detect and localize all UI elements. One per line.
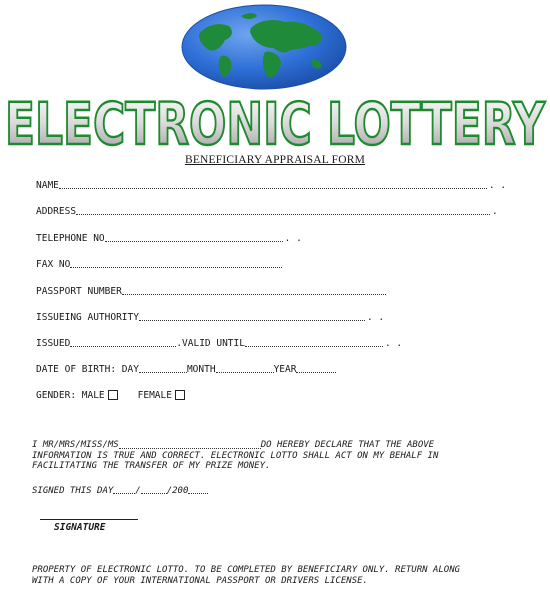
form-subtitle: BENEFICIARY APPRAISAL FORM (184, 154, 366, 166)
signed-label: SIGNED THIS DAY (32, 486, 114, 496)
valid-until-label: .VALID UNTIL (176, 338, 245, 349)
address-field[interactable]: ADDRESS . (36, 206, 498, 217)
signed-date: SIGNED THIS DAY / /200 (32, 486, 208, 496)
globe-logo (181, 4, 347, 90)
fax-label: FAX NO (36, 259, 71, 270)
dob-year-line[interactable] (296, 363, 336, 373)
svg-text:ELECTRONIC LOTTERY: ELECTRONIC LOTTERY (5, 90, 546, 158)
name-line[interactable] (59, 179, 487, 189)
gender-label: GENDER: MALE (36, 390, 105, 401)
dob-day-line[interactable] (139, 363, 187, 373)
gender-field (36, 387, 185, 401)
declaration-prefix: I MR/MRS/MISS/MS (32, 440, 119, 450)
footer-line2: WITH A COPY OF YOUR INTERNATIONAL PASSPORT OR DRIVERS LICENSE. (32, 576, 368, 586)
signature-label: SIGNATURE (54, 522, 106, 533)
passport-label: PASSPORT NUMBER (36, 286, 122, 297)
lottery-title (0, 86, 550, 158)
declaration-line2: INFORMATION IS TRUE AND CORRECT. ELECTRONIC LOTTO SHALL ACT ON MY BEHALF IN (32, 450, 439, 461)
male-checkbox[interactable] (108, 390, 118, 400)
dob-label: DATE OF BIRTH: DAY (36, 364, 139, 375)
female-checkbox[interactable] (175, 390, 185, 400)
month-label: MONTH (186, 364, 216, 375)
declaration (32, 440, 522, 472)
footer-line1: PROPERTY OF ELECTRONIC LOTTO. TO BE COMPLETED BY BENEFICIARY ONLY. RETURN ALONG (32, 565, 461, 575)
issued-line[interactable] (70, 337, 176, 347)
signed-day-line[interactable] (113, 486, 135, 494)
valid-until-line[interactable] (245, 337, 383, 347)
authority-label: ISSUEING AUTHORITY (36, 312, 139, 323)
name-label: NAME (36, 180, 59, 191)
telephone-line[interactable] (105, 232, 283, 242)
telephone-field[interactable]: TELEPHONE NO . . (36, 233, 302, 244)
issued-field[interactable]: ISSUED .VALID UNTIL . . (36, 338, 403, 349)
signed-month-line[interactable] (141, 486, 167, 494)
passport-field[interactable] (36, 283, 386, 297)
passport-line[interactable] (122, 285, 386, 295)
footer-note (32, 565, 542, 587)
female-label: FEMALE (137, 390, 172, 401)
telephone-label: TELEPHONE NO (36, 233, 105, 244)
dob-field[interactable] (36, 361, 336, 375)
signed-year-line[interactable] (188, 486, 208, 494)
year-label: YEAR (273, 364, 297, 375)
address-line[interactable] (76, 205, 490, 215)
declaration-line3: FACILITATING THE TRANSFER OF MY PRIZE MONEY. (32, 461, 271, 471)
authority-field[interactable]: ISSUEING AUTHORITY . . (36, 312, 385, 323)
address-label: ADDRESS (36, 206, 77, 217)
authority-line[interactable] (139, 311, 365, 321)
signature-line[interactable] (40, 519, 138, 520)
declarant-name-line[interactable] (119, 441, 261, 449)
fax-line[interactable] (70, 258, 282, 268)
name-field[interactable]: NAME . . (36, 180, 507, 191)
fax-field[interactable] (36, 256, 282, 270)
dob-month-line[interactable] (216, 363, 274, 373)
issued-label: ISSUED (36, 338, 71, 349)
declaration-line1: DO HEREBY DECLARE THAT THE ABOVE (260, 440, 435, 450)
